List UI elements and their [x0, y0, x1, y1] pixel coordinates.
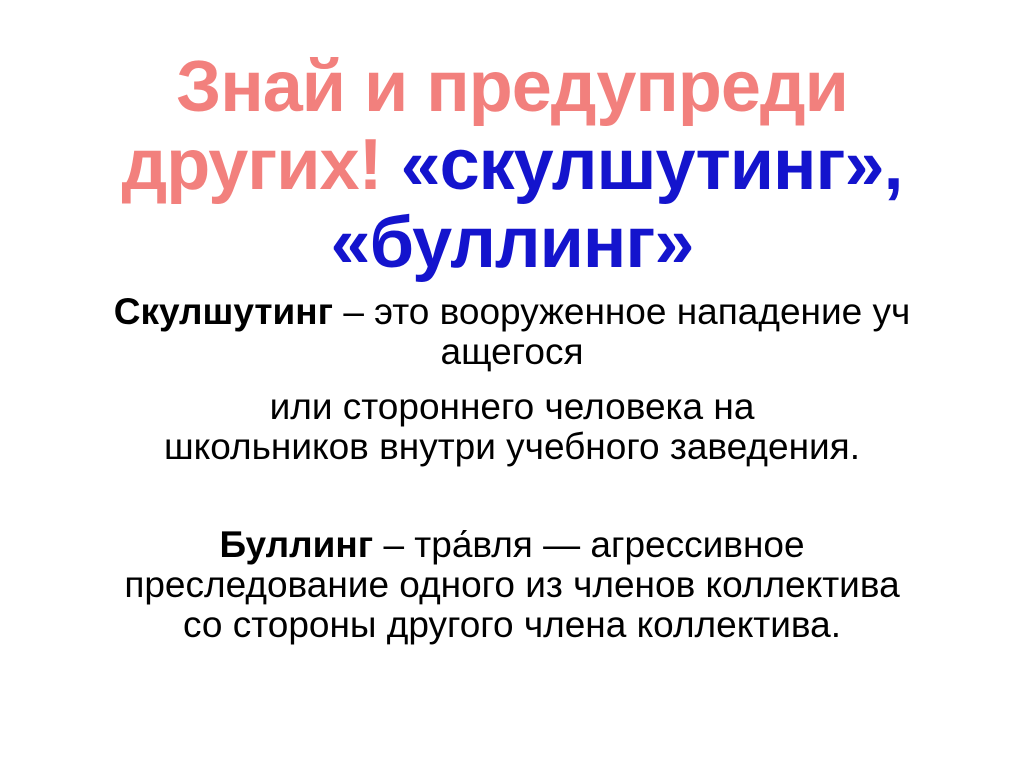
title-line-2	[10, 126, 1014, 204]
bullying-line-3: со стороны другого члена коллектива.	[182, 604, 842, 645]
schoolshooting-definition-part1	[30, 292, 994, 372]
title-line-3-text: «буллинг»	[330, 203, 694, 283]
title-line-3	[10, 204, 1014, 282]
bullying-definition	[30, 525, 994, 645]
schoolshooting-line-3: или стороннего человека на	[269, 386, 755, 427]
schoolshooting-line-1-rest: – это вооруженное нападение уч	[333, 291, 911, 332]
title-line-1-text: Знай и предупреди	[176, 47, 848, 127]
schoolshooting-line-4: школьников внутри учебного заведения.	[163, 426, 860, 467]
schoolshooting-line-2: ащегося	[440, 331, 584, 372]
title-line-2-blue-text: «скулшутинг»,	[400, 125, 903, 205]
bullying-line-1-rest: – тра́вля — агрессивное	[373, 524, 805, 565]
schoolshooting-line-1	[30, 292, 994, 332]
schoolshooting-definition-part2	[30, 387, 994, 467]
bullying-line-1	[30, 525, 994, 565]
bullying-line-2: преследование одного из членов коллектива	[124, 564, 900, 605]
schoolshooting-term: Скулшутинг	[113, 291, 334, 332]
bullying-term: Буллинг	[219, 524, 374, 565]
slide-title	[10, 48, 1014, 282]
title-line-2-pink-text: других!	[121, 125, 401, 205]
title-line-1	[10, 48, 1014, 126]
